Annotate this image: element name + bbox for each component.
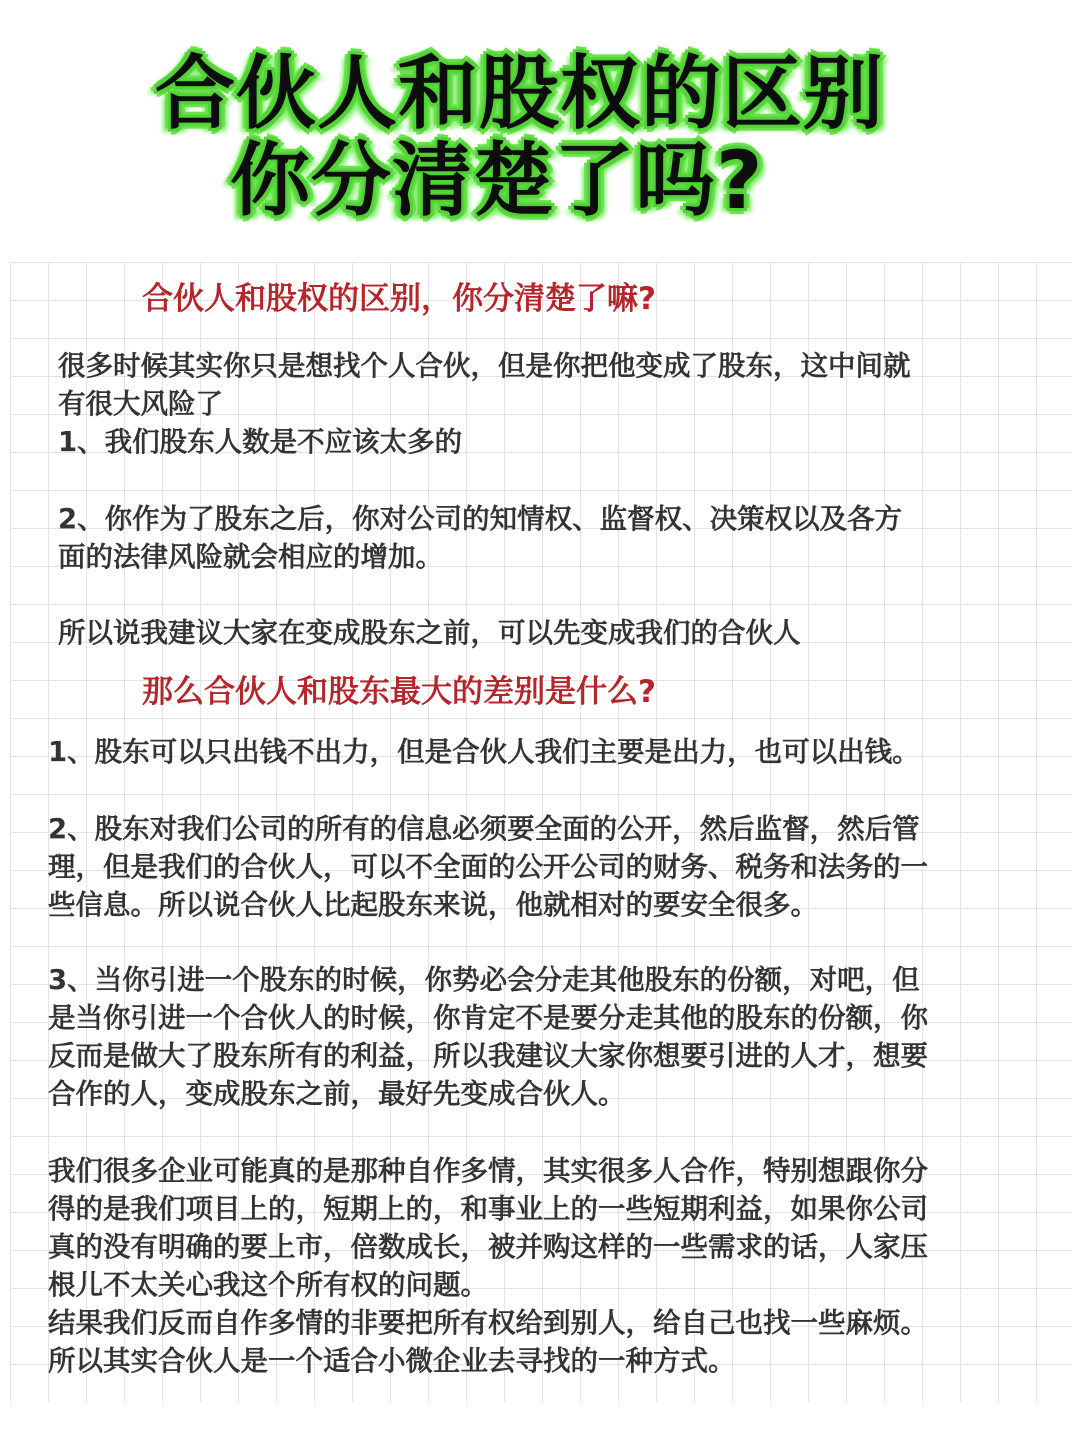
text-line: 很多时候其实你只是想找个人合伙，但是你把他变成了股东，这中间就 — [58, 350, 911, 382]
text-line: 1、我们股东人数是不应该太多的 — [58, 426, 463, 458]
title-banner — [0, 40, 1080, 240]
section-1-point-2 — [58, 500, 902, 576]
text-line: 些信息。所以说合伙人比起股东来说，他就相对的要安全很多。 — [48, 889, 818, 921]
text-line: 结果我们反而自作多情的非要把所有权给到别人，给自己也找一些麻烦。 — [48, 1307, 928, 1339]
section-2-heading: 那么合伙人和股东最大的差别是什么? — [142, 674, 656, 710]
page-title-line-1: 合伙人和股权的区别 — [155, 47, 884, 140]
section-1-intro — [58, 347, 911, 423]
text-line: 所以其实合伙人是一个适合小微企业去寻找的一种方式。 — [48, 1345, 736, 1377]
section-2-point-2 — [48, 810, 928, 924]
section-1-point-1 — [58, 423, 462, 461]
section-2-point-3 — [48, 961, 928, 1113]
text-line: 合作的人，变成股东之前，最好先变成合伙人。 — [48, 1078, 626, 1110]
text-line: 2、股东对我们公司的所有的信息必须要全面的公开，然后监督，然后管 — [48, 813, 920, 845]
text-line: 我们很多企业可能真的是那种自作多情，其实很多人合作，特别想跟你分 — [48, 1155, 928, 1187]
text-line: 反而是做大了股东所有的利益，所以我建议大家你想要引进的人才，想要 — [48, 1040, 928, 1072]
text-line: 有很大风险了 — [58, 388, 223, 420]
section-2-closing — [48, 1152, 928, 1380]
text-line: 得的是我们项目上的，短期上的，和事业上的一些短期利益，如果你公司 — [48, 1193, 928, 1225]
text-line: 根儿不太关心我这个所有权的问题。 — [48, 1269, 488, 1301]
section-1-heading: 合伙人和股权的区别，你分清楚了嘛? — [142, 281, 656, 317]
text-line: 是当你引进一个合伙人的时候，你肯定不是要分走其他的股东的份额，你 — [48, 1002, 928, 1034]
page-title-line-2: 你分清楚了吗? — [230, 134, 764, 227]
text-line: 1、股东可以只出钱不出力，但是合伙人我们主要是出力，也可以出钱。 — [48, 736, 920, 768]
text-line: 所以说我建议大家在变成股东之前，可以先变成我们的合伙人 — [58, 617, 801, 649]
text-line: 2、你作为了股东之后，你对公司的知情权、监督权、决策权以及各方 — [58, 503, 903, 535]
text-line: 面的法律风险就会相应的增加。 — [58, 541, 443, 573]
section-1-conclusion — [58, 614, 801, 652]
section-2-point-1 — [48, 733, 920, 771]
text-line: 真的没有明确的要上市，倍数成长，被并购这样的一些需求的话，人家压 — [48, 1231, 928, 1263]
text-line: 3、当你引进一个股东的时候，你势必会分走其他股东的份额，对吧，但 — [48, 964, 920, 996]
text-line: 理，但是我们的合伙人，可以不全面的公开公司的财务、税务和法务的一 — [48, 851, 928, 883]
